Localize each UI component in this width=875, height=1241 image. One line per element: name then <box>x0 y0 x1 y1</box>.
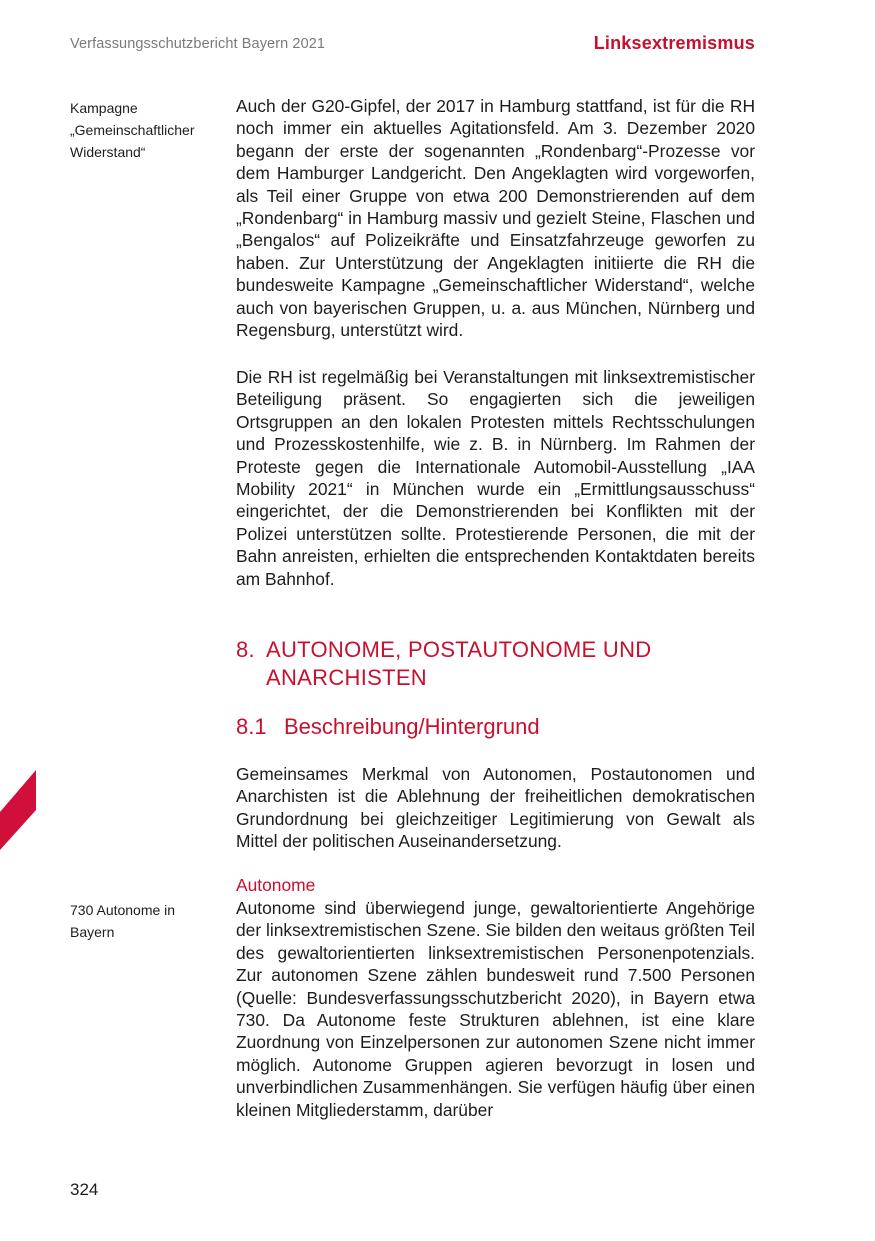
paragraph-rh-veranstaltungen <box>236 366 755 590</box>
decorative-red-shape <box>0 770 36 850</box>
marginal-line: Bayern <box>70 924 115 940</box>
section-title-line1: AUTONOME, POSTAUTONOME UND <box>266 637 652 662</box>
body-text: Autonome sind überwiegend junge, gewaltorientierte Angehörige der linksextremistischen Szene. Sie bilden den weitaus größten Teil des gewaltorientierten linksextremistischen Personenpotenzials. Zur autonomen Szene zählen bundesweit rund 7.500 Personen (Quelle: Bundesverfassungsschutzbericht 2020), in Bayern etwa 730. Da Autonome feste Strukturen ablehnen, ist eine klare Zuordnung von Einzelpersonen zur autonomen Szene nicht immer möglich. Autonome Gruppen agieren bevorzugt in losen und unverbindlichen Zusammenhängen. Sie verfügen häufig über einen kleinen Mitgliederstamm, darüber <box>236 898 755 1120</box>
running-header-chapter: Linksextremismus <box>593 33 755 53</box>
marginal-note-kampagne <box>70 97 220 163</box>
paragraph-g20 <box>236 95 755 341</box>
body-text: Gemeinsames Merkmal von Autonomen, Postautonomen und Anarchisten ist die Ablehnung der freiheitlichen demokratischen Grundordnung bei gleichzeitiger Legitimierung von Gewalt als Mittel der politischen Auseinandersetzung. <box>236 764 755 852</box>
page-number: 324 <box>70 1180 99 1199</box>
section-number: 8. <box>236 637 255 662</box>
decorative-red-tab-icon <box>0 770 40 850</box>
section-heading <box>236 636 755 692</box>
body-text: Auch der G20-Gipfel, der 2017 in Hamburg stattfand, ist für die RH noch immer ein aktuelles Agitationsfeld. Am 3. Dezember 2020 begann der erste der sogenannten „Rondenbarg“-Prozesse vor dem Hamburger Landgericht. Den Angeklagten wird vorgeworfen, als Teil einer Gruppe von etwa 200 Demonstrierenden auf dem „Rondenbarg“ in Hamburg massiv und gezielt Steine, Flaschen und „Bengalos“ auf Polizeikräfte und Einsatzfahrzeuge geworfen zu haben. Zur Unterstützung der Angeklagten initiierte die RH die bundesweite Kampagne „Gemeinschaftlicher Widerstand“, welche auch von bayerischen Gruppen, u. a. aus München, Nürnberg und Regensburg, unterstützt wird. <box>236 96 755 341</box>
marginal-line: Kampagne <box>70 100 138 116</box>
marginal-note-autonome <box>70 899 220 943</box>
marginal-line: Widerstand“ <box>70 144 146 160</box>
running-header-title: Verfassungsschutzbericht Bayern 2021 <box>70 36 326 52</box>
marginal-line: „Gemeinschaftlicher <box>70 122 195 138</box>
marginal-line: 730 Autonome in <box>70 902 176 918</box>
subsection-title: Beschreibung/Hintergrund <box>284 714 540 739</box>
subheading-autonome: Autonome <box>236 875 316 895</box>
section-title-line2: ANARCHISTEN <box>266 665 427 690</box>
paragraph-autonome <box>236 897 755 1121</box>
subsection-number: 8.1 <box>236 714 267 739</box>
paragraph-gemeinsames-merkmal <box>236 763 755 853</box>
body-text: Die RH ist regelmäßig bei Veranstaltungen mit linksextremistischer Beteiligung präsent. So engagierten sich die jeweiligen Ortsgruppen an den lokalen Protesten mittels Rechtsschulungen und Prozesskostenhilfe, wie z. B. in Nürnberg. Im Rahmen der Proteste gegen die Internationale Automobil-Ausstellung „IAA Mobility 2021“ in München wurde ein „Ermittlungsausschuss“ eingerichtet, der die Demonstrierenden bei Konflikten mit der Polizei unterstützen sollte. Protestierende Personen, die mit der Bahn anreisten, erhielten die entsprechenden Kontaktdaten bereits am Bahnhof. <box>236 367 755 589</box>
subsection-heading <box>236 713 540 741</box>
